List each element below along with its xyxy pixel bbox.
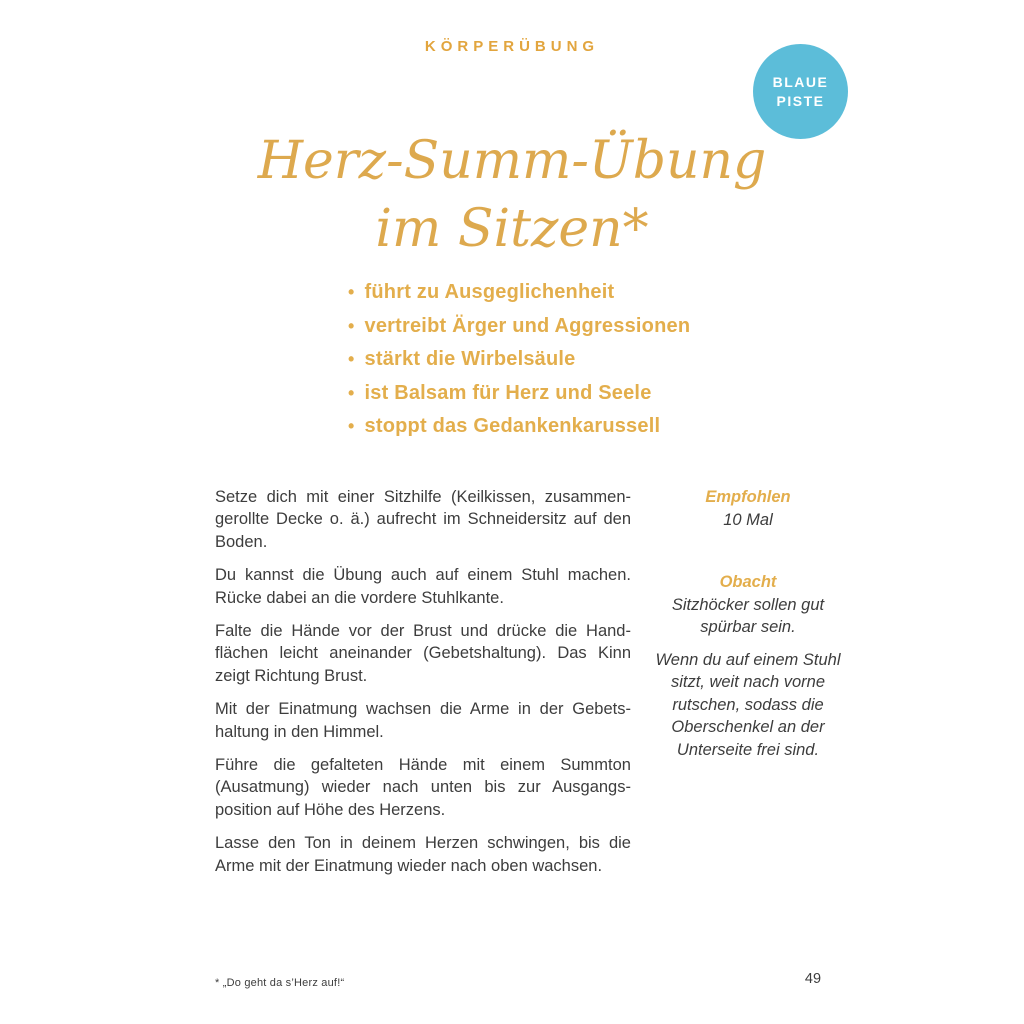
instruction-paragraph: Lasse den Ton in deinem Herzen schwingen, bis die Arme mit der Einatmung wieder nach oben wachsen.: [215, 834, 631, 875]
recommended-value: 10 Mal: [723, 510, 773, 529]
recommended-note: [648, 486, 848, 531]
bullet-icon: •: [348, 382, 355, 403]
difficulty-badge: [753, 44, 848, 139]
list-item: [348, 410, 690, 444]
badge-line-1: BLAUE: [772, 73, 829, 90]
page-number: 49: [804, 971, 822, 987]
margin-notes: [648, 486, 848, 771]
list-item: [348, 343, 690, 377]
bullet-icon: •: [348, 282, 355, 302]
caution-note: [648, 571, 848, 639]
caution-text-1: Sitzhöcker sollen gut spürbar sein.: [671, 595, 825, 636]
caution-text-2: Wenn du auf einem Stuhl sitzt, weit nach vorne rutschen, sodass die Oberschenkel an der Unterseite frei sind.: [655, 650, 841, 759]
bullet-icon: •: [348, 315, 355, 336]
list-item: [348, 377, 690, 411]
caution-note-2: [648, 649, 848, 762]
footnote: * „Do geht da s’Herz auf!“: [215, 977, 345, 989]
benefit-text: stoppt das Gedankenkarussell: [364, 415, 661, 438]
page-title-line-2: im Sitzen*: [375, 198, 649, 259]
instruction-paragraph: Führe die gefalteten Hände mit einem Summton (Ausatmung) wieder nach unten bis zur Ausgangsposition auf Höhe des Herzens.: [215, 756, 631, 819]
instruction-paragraph: Mit der Einatmung wachsen die Arme in der Gebetshaltung in den Himmel.: [215, 700, 631, 741]
bullet-icon: •: [348, 349, 355, 370]
section-kicker: KÖRPERÜBUNG: [424, 38, 600, 55]
instruction-paragraph: Falte die Hände vor der Brust und drücke die Handflächen leicht aneinander (Gebetshaltung). Das Kinn zeigt Richtung Brust.: [215, 622, 631, 685]
benefit-text: ist Balsam für Herz und Seele: [364, 381, 652, 404]
benefit-text: vertreibt Ärger und Aggressionen: [364, 314, 691, 337]
page-title: [0, 128, 1024, 263]
list-item: [348, 276, 690, 310]
page-title-line-1: Herz-Summ-Übung: [257, 131, 767, 191]
benefit-text: stärkt die Wirbelsäule: [364, 348, 576, 371]
instruction-paragraph: Setze dich mit einer Sitzhilfe (Keilkissen, zusammengerollte Decke o. ä.) aufrecht im Schneidersitz auf den Boden.: [215, 488, 631, 551]
instructions-column: [215, 486, 631, 888]
recommended-label: Empfohlen: [705, 488, 791, 506]
list-item: [348, 310, 690, 344]
benefits-list: [348, 276, 690, 444]
badge-line-2: PISTE: [776, 92, 825, 109]
bullet-icon: •: [348, 416, 355, 437]
caution-label: Obacht: [719, 573, 777, 591]
instruction-paragraph: Du kannst die Übung auch auf einem Stuhl machen. Rücke dabei an die vordere Stuhlkante.: [215, 566, 631, 607]
benefit-text: führt zu Ausgeglichenheit: [364, 281, 615, 303]
